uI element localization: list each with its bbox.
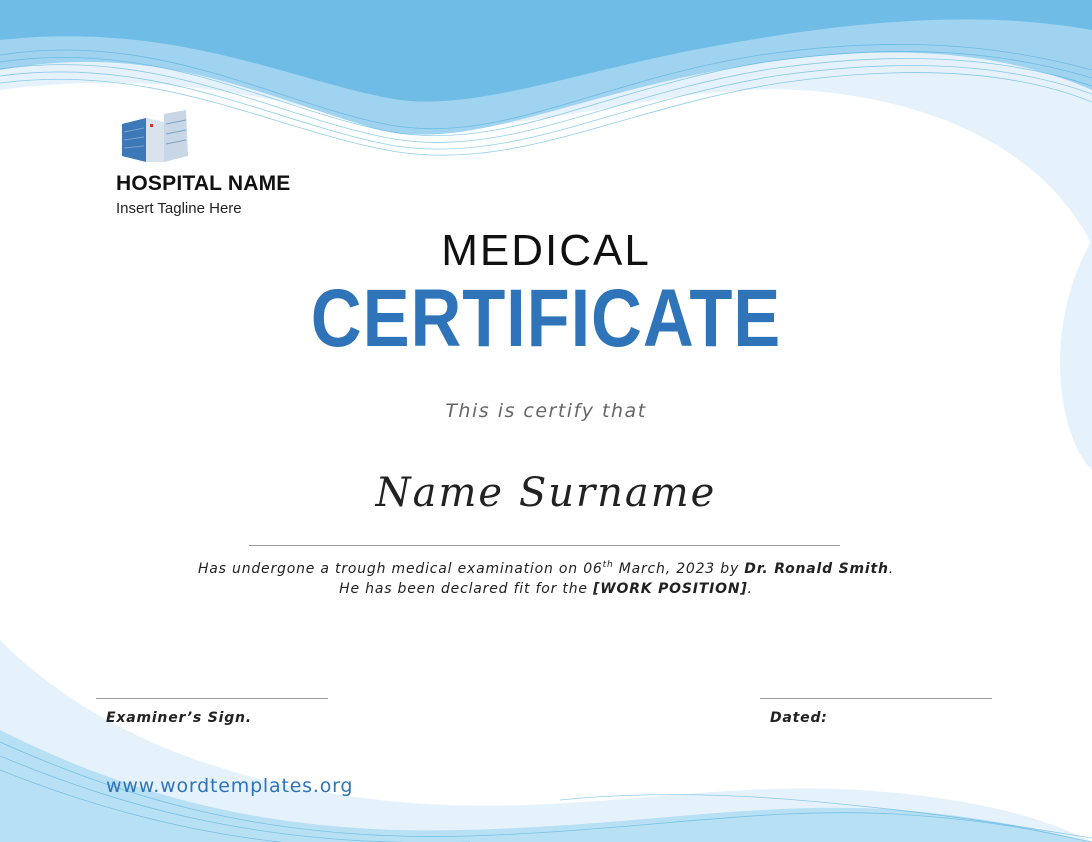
website-link[interactable]: www.wordtemplates.org	[106, 775, 354, 797]
hospital-name: HOSPITAL NAME	[116, 172, 291, 195]
name-underline	[249, 545, 840, 546]
doctor-name: Dr. Ronald Smith	[744, 561, 889, 577]
body-line-2: He has been declared fit for the [WORK POSITION].	[339, 581, 753, 597]
examiner-sign-label: Examiner’s Sign.	[106, 710, 252, 726]
certify-text: This is certify that	[445, 400, 647, 422]
dated-line	[760, 698, 992, 699]
title-certificate: CERTIFICATE	[310, 273, 782, 364]
title-medical: MEDICAL	[441, 226, 651, 275]
recipient-name: Name Surname	[375, 470, 717, 516]
date-ordinal: th	[602, 560, 614, 570]
hospital-tagline: Insert Tagline Here	[116, 200, 242, 217]
hospital-building-icon	[120, 110, 190, 166]
certificate-body	[0, 559, 1092, 599]
body-line-1: Has undergone a trough medical examination on 06th March, 2023 by Dr. Ronald Smith.	[197, 560, 895, 577]
dated-label: Dated:	[770, 710, 828, 726]
examiner-sign-line	[96, 698, 328, 699]
work-position: [WORK POSITION]	[593, 581, 748, 597]
